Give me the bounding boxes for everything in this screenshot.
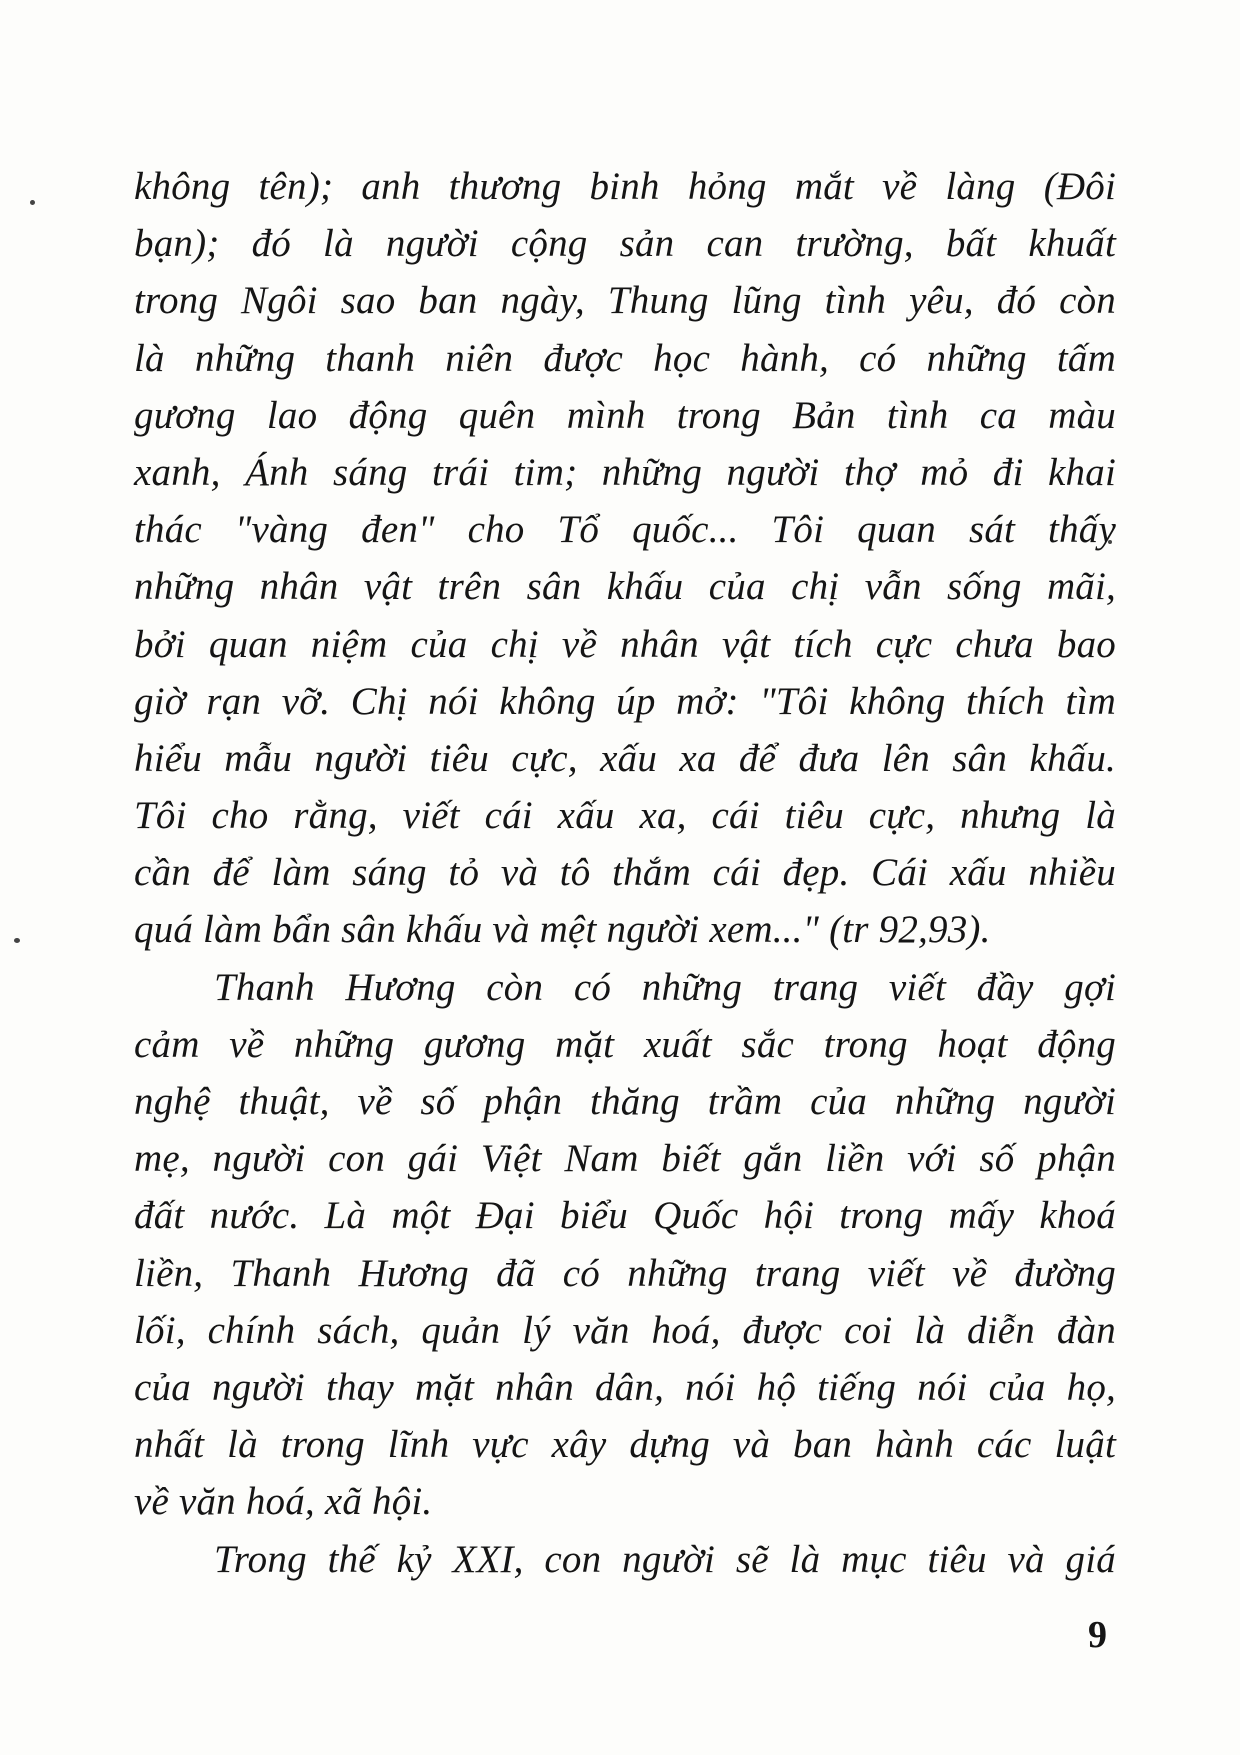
text-line: trong Ngôi sao ban ngày, Thung lũng tình yêu, đó còn	[134, 279, 1116, 323]
text-line: hiểu mẫu người tiêu cực, xấu xa để đưa lên sân khấu.	[134, 736, 1116, 780]
text-line: Tôi cho rằng, viết cái xấu xa, cái tiêu cực, nhưng là	[134, 794, 1116, 838]
body-text	[134, 158, 1116, 1588]
text-line: thác "vàng đen" cho Tổ quốc... Tôi quan sát thấy	[134, 508, 1116, 552]
text-line: quá làm bẩn sân khấu và mệt người xem..." (tr 92,93).	[134, 908, 991, 952]
paragraph-first-line: Trong thế kỷ XXI, con người sẽ là mục tiêu và giá	[214, 1537, 1116, 1581]
text-line: đất nước. Là một Đại biểu Quốc hội trong mấy khoá	[134, 1194, 1116, 1238]
text-line: nghệ thuật, về số phận thăng trầm của những người	[134, 1080, 1116, 1123]
text-line: về văn hoá, xã hội.	[134, 1480, 433, 1524]
text-line: lối, chính sách, quản lý văn hoá, được coi là diễn đàn	[134, 1308, 1116, 1352]
text-line: cần để làm sáng tỏ và tô thắm cái đẹp. Cái xấu nhiều	[134, 851, 1116, 895]
scan-speck	[14, 938, 20, 943]
text-line: mẹ, người con gái Việt Nam biết gắn liền với số phận	[134, 1137, 1116, 1181]
text-line: bởi quan niệm của chị về nhân vật tích cực chưa bao	[134, 622, 1116, 666]
text-line: cảm về những gương mặt xuất sắc trong hoạt động	[134, 1022, 1116, 1066]
text-line: là những thanh niên được học hành, có những tấm	[134, 336, 1116, 380]
paragraph-first-line: Thanh Hương còn có những trang viết đầy gợi	[214, 965, 1116, 1009]
text-line: của người thay mặt nhân dân, nói hộ tiếng nói của họ,	[134, 1365, 1116, 1409]
scan-speck	[30, 200, 35, 205]
text-line: nhất là trong lĩnh vực xây dựng và ban hành các luật	[134, 1423, 1116, 1467]
text-line: giờ rạn vỡ. Chị nói không úp mở: "Tôi không thích tìm	[134, 679, 1116, 723]
text-line: bạn); đó là người cộng sản can trường, bất khuất	[134, 222, 1116, 266]
text-line: liền, Thanh Hương đã có những trang viết về đường	[134, 1251, 1116, 1295]
text-line: gương lao động quên mình trong Bản tình ca màu	[134, 393, 1116, 437]
text-line: những nhân vật trên sân khấu của chị vẫn sống mãi,	[134, 565, 1116, 609]
text-line: xanh, Ánh sáng trái tim; những người thợ mỏ đi khai	[134, 450, 1116, 494]
page-number: 9	[1088, 1614, 1107, 1656]
text-line: không tên); anh thương binh hỏng mắt về làng (Đôi	[134, 165, 1116, 208]
